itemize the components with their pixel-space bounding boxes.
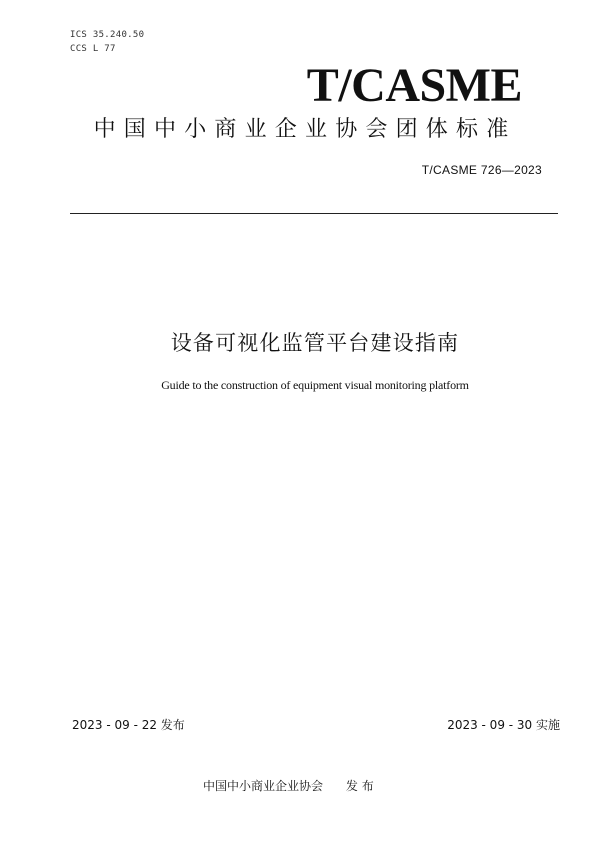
ics-code: ICS 35.240.50 xyxy=(70,30,145,40)
ccs-code: CCS L 77 xyxy=(70,44,116,54)
document-title-chinese: 设备可视化监管平台建设指南 xyxy=(170,331,460,355)
implementation-date: 2023 - 09 - 30 实施 xyxy=(447,718,560,732)
organization-standard-title: 中国中小商业企业协会团体标准 xyxy=(93,117,517,142)
publisher: 中国中小商业企业协会 发 布 xyxy=(203,779,374,793)
document-title-english: Guide to the construction of equipment visual monitoring platform xyxy=(161,378,469,392)
standard-logo: T/CASME xyxy=(306,59,522,112)
issue-date: 2023 - 09 - 22 发布 xyxy=(72,718,185,732)
standard-number: T/CASME 726—2023 xyxy=(421,163,542,177)
header-divider xyxy=(70,213,558,214)
